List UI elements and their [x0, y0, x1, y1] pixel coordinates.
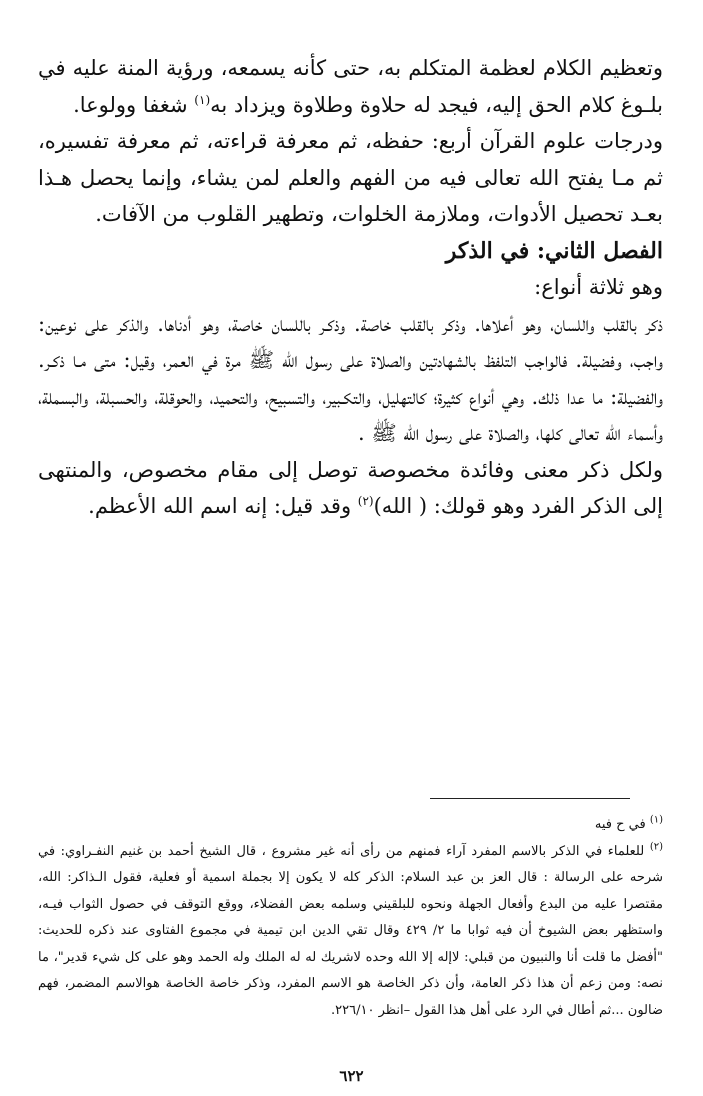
main-text — [38, 50, 663, 525]
paragraph-1 — [38, 50, 663, 123]
footnote-1 — [38, 812, 663, 839]
paragraph-4: ذكر بالقلب واللسان، وهو أعلاها. وذكر بالقلب خاصة. وذكـر باللسان خاصة، وهو أدناها. والذكر على نوعين: واجب، وفضيلة. فالواجب التلفظ بالشهادتين والصلاة على رسول الله ﷺ مرة في العمر، وقيل: متى مـا ذكـر. والفضيلة: ما عدا ذلك. وهي أنواع كثيرة؛ كالتهليل، والتكـبير، والتسبيح، والتحميد، والحوقلة، والحسبلة، والبسملة، وأسماء الله تعالى كلها، والصلاة على رسول الله ﷺ . — [38, 311, 663, 445]
footnote-2-text: للعلماء في الذكر بالاسم المفرد آراء فمنهم من رأى أنه غير مشروع ، قال الشيخ أحمد بن غنيم النفـراوي: في شرحه على الرسالة : قال العز بن عبد السلام: الذكر كله لا يكون إلا بجملة اسمية أو فعلية، فقول الـذاكر: الله، مقتصرا عليه من البدع وأفعال الجهلة ونحوه للبلقيني وسلمه بعض الفضلاء، ووقع التوقف في حصول الثواب فيـه، واستظهر بعض الشيوخ أن فيه ثوابا ما ٢/ ٤٢٩ وقال تقي الدين ابن تيمية في مجموع الفتاوى عند ذكره للحديث: "أفضل ما قلت أنا والنبيون من قبلي: لاإله إلا الله وحده لاشريك له له الملك وله الحمد وهو على كل شيء قدير"، ما نصه: ومن زعم أن هذا ذكر العامة، وأن ذكر الخاصة هو الاسم المفرد، وذكر خاصة الخاصة هوالاسم المضمر، فهم ضالون ...ثم أطال في الرد على أهل هذا القول –انظر ٢٢٦/١٠. — [38, 843, 663, 1018]
paragraph-1-line-1: وتعظيم الكلام لعظمة المتكلم به، حتى كأنه يسمعه، ورؤية المنة عليه في بلـوغ — [38, 56, 663, 117]
paragraph-5-after: وقد قيل: إنه اسم الله الأعظم. — [88, 494, 358, 518]
paragraph-1-line-2: كلام الحق إليه، فيجد له حلاوة وطلاوة ويزداد به — [210, 92, 614, 117]
footnote-reference-2: (٢) — [357, 494, 374, 508]
page-number: ٦٢٢ — [339, 1067, 364, 1085]
paragraph-2: ودرجات علوم القرآن أربع: حفظه، ثم معرفة قراءته، ثم معرفة تفسيره، ثم مـا يفتح الله تعالى فيه من الفهم والعلم لمن يشاء، وإنما يحصل هـذا بعـد تحصيل الأدوات، وملازمة الخلوات، وتطهير القلوب من الآفات. — [38, 129, 663, 226]
footnote-1-text: في ح فيه — [594, 817, 650, 832]
footnote-reference-1: (١) — [194, 92, 211, 107]
paragraph-3: وهو ثلاثة أنواع: — [534, 275, 663, 299]
section-heading: الفصل الثاني: في الذكر — [445, 237, 663, 264]
footnote-separator — [430, 798, 630, 799]
footnote-1-marker: (١) — [649, 814, 663, 826]
footnotes — [38, 812, 663, 1024]
paragraph-5 — [38, 452, 663, 525]
paragraph-1-tail: شغفا وولوعا. — [73, 92, 195, 117]
paragraph-5-before: ولكل ذكر معنى وفائدة مخصوصة توصل إلى مقام مخصوص، والمنتهى إلى الذكر الفرد وهو قولك: ( الله) — [38, 457, 663, 518]
footnote-2 — [38, 839, 663, 1025]
footnote-2-marker: (٢) — [649, 841, 663, 853]
